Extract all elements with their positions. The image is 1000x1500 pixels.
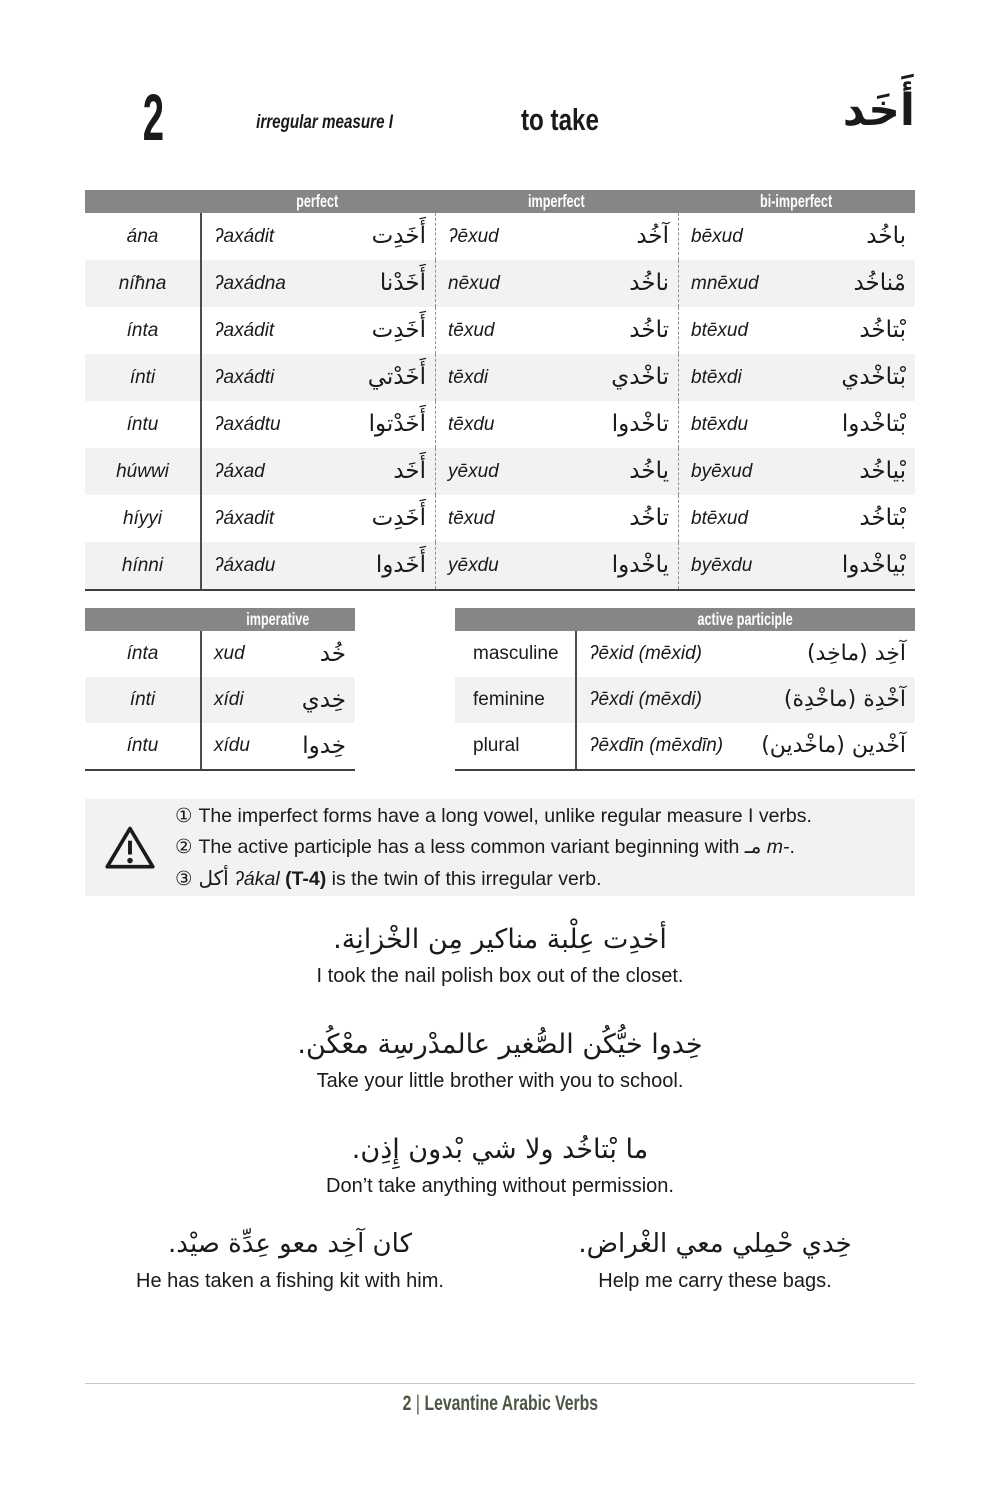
imperative-row xyxy=(85,723,355,769)
conjugation-table-header xyxy=(85,190,915,213)
column-header-imperfect-text: imperfect xyxy=(528,191,585,211)
example-arabic: كان آخِد معو عِدِّة صيْد. xyxy=(168,1229,412,1259)
arabic-form: بْياخْدوا xyxy=(841,552,906,578)
transliteration: xud xyxy=(214,643,245,664)
transliteration: xídu xyxy=(214,735,250,756)
note-segment: . xyxy=(789,836,795,859)
arabic-form: أَخَدِت xyxy=(371,317,426,343)
arabic-form: تاخْدي xyxy=(611,364,669,390)
example-block xyxy=(0,1126,1000,1198)
bi_imperfect-cell xyxy=(678,401,915,448)
arabic-form: آخْدين (ماخْدين) xyxy=(761,733,906,758)
conjugation-row xyxy=(85,307,915,354)
transliteration: ʔaxádit xyxy=(214,225,275,247)
imperfect-cell xyxy=(435,213,678,260)
example-block xyxy=(0,1222,520,1293)
example-arabic: خِدي حْمِلي معي الغْراض. xyxy=(578,1229,852,1259)
participle-row xyxy=(455,631,915,677)
arabic-form: بْتاخْدي xyxy=(841,364,906,390)
pronoun-label: níħna xyxy=(118,272,167,294)
example-english: I took the nail polish box out of the closet. xyxy=(316,965,684,988)
conjugation-row xyxy=(85,354,915,401)
imperative-table-body xyxy=(85,631,355,771)
participle-table-header xyxy=(455,608,915,631)
pronoun-label: húwwi xyxy=(116,460,169,482)
perfect-cell xyxy=(200,354,435,401)
example-english: He has taken a fishing kit with him. xyxy=(136,1269,444,1292)
imperfect-cell xyxy=(435,448,678,495)
footer-divider xyxy=(85,1383,915,1384)
column-header-imperative-text: imperative xyxy=(245,609,310,629)
column-header-bi-imperfect xyxy=(678,190,915,213)
arabic-form: ياخْدوا xyxy=(611,552,669,578)
arabic-form: أَخَدوا xyxy=(375,552,426,578)
imperfect-cell xyxy=(435,307,678,354)
example-english: Don’t take anything without permission. xyxy=(326,1175,674,1198)
arabic-form: أَخَدْتوا xyxy=(368,411,426,437)
arabic-form: خِدي xyxy=(301,686,346,713)
pronoun-label: híyyi xyxy=(122,507,163,529)
arabic-form: تاخْدوا xyxy=(611,411,669,437)
perfect-cell xyxy=(200,542,435,589)
arabic-form: خِدوا xyxy=(302,732,346,759)
participle-row xyxy=(455,723,915,769)
pronoun-label: ínti xyxy=(129,689,156,710)
bi_imperfect-cell xyxy=(678,213,915,260)
note-segment: The imperfect forms have a long vowel, unlike regular measure I verbs. xyxy=(198,805,812,828)
arabic-form: بْتاخْدوا xyxy=(841,411,906,437)
transliteration: btēxud xyxy=(691,507,749,529)
arabic-form: أَخَدِت xyxy=(371,223,426,249)
transliteration: mnēxud xyxy=(691,272,759,294)
note-number: ③ xyxy=(175,867,193,890)
participle-cell xyxy=(575,631,915,677)
pronoun-label: ána xyxy=(126,225,159,247)
transliteration: tēxud xyxy=(448,507,495,529)
pronoun-label: ínta xyxy=(126,319,159,341)
arabic-form: أَخَدِت xyxy=(371,505,426,531)
transliteration: btēxdi xyxy=(691,366,742,388)
measure-label xyxy=(225,112,425,134)
column-header-active-participle xyxy=(575,608,915,631)
verb-meaning xyxy=(465,102,655,138)
note-segment: The active participle has a less common variant beginning with xyxy=(198,836,745,859)
transliteration: byēxdu xyxy=(691,554,753,576)
example-pair-row xyxy=(0,1222,1000,1293)
verb-headword-arabic: أَخَد xyxy=(842,85,915,136)
column-header-bi-imperfect-text: bi-imperfect xyxy=(760,191,833,211)
note-segment: ʔákal xyxy=(234,867,280,890)
arabic-form: بْتاخُد xyxy=(859,505,906,531)
imperfect-cell xyxy=(435,542,678,589)
example-block xyxy=(0,1021,1000,1093)
active-participle-table xyxy=(455,608,915,771)
verb-number-text: 2 xyxy=(142,80,164,154)
conjugation-row xyxy=(85,495,915,542)
transliteration: btēxdu xyxy=(691,413,749,435)
imperative-table-header xyxy=(85,608,355,631)
note-segment: أكل xyxy=(198,865,229,890)
pronoun-label: ínti xyxy=(129,366,156,388)
arabic-form: آخُد xyxy=(636,223,669,249)
transliteration: ʔēxud xyxy=(448,225,499,247)
perfect-cell xyxy=(200,260,435,307)
warning-icon xyxy=(85,825,175,871)
arabic-form: تاخُد xyxy=(629,317,669,343)
conjugation-table-body xyxy=(85,213,915,591)
bi_imperfect-cell xyxy=(678,542,915,589)
gender-label: plural xyxy=(473,735,520,756)
verb-number xyxy=(108,80,198,154)
conjugation-row xyxy=(85,213,915,260)
bi_imperfect-cell xyxy=(678,307,915,354)
arabic-form: أَخَد xyxy=(393,458,426,484)
example-english: Take your little brother with you to school. xyxy=(316,1070,684,1093)
column-header-perfect xyxy=(200,190,435,213)
transliteration: tēxdi xyxy=(448,366,489,388)
footer-title: Levantine Arabic Verbs xyxy=(424,1392,598,1415)
note xyxy=(175,831,903,862)
header-spacer xyxy=(85,608,200,631)
imperfect-cell xyxy=(435,260,678,307)
transliteration: yēxud xyxy=(448,460,499,482)
note-number: ② xyxy=(175,836,193,859)
transliteration: ʔaxádti xyxy=(214,366,275,388)
pronoun-label: íntu xyxy=(126,413,159,435)
imperative-table xyxy=(85,608,355,771)
footer-page-number: 2 xyxy=(402,1392,412,1415)
conjugation-row xyxy=(85,448,915,495)
transliteration: ʔáxadit xyxy=(214,507,275,529)
arabic-form: ياخُد xyxy=(629,458,669,484)
transliteration: ʔaxádna xyxy=(214,272,286,294)
arabic-form: مْناخُد xyxy=(853,270,906,296)
note-number: ① xyxy=(175,805,193,828)
arabic-form: أَخَدْتي xyxy=(367,364,426,390)
transliteration: ʔaxádtu xyxy=(214,413,281,435)
gender-label: feminine xyxy=(473,689,545,710)
participle-table-body xyxy=(455,631,915,771)
arabic-form: آخِد (ماخِد) xyxy=(806,641,906,666)
perfect-cell xyxy=(200,307,435,354)
imperative-row xyxy=(85,631,355,677)
note-segment: (T-4) xyxy=(285,867,327,890)
pronoun-label: hínni xyxy=(121,554,164,576)
bi_imperfect-cell xyxy=(678,448,915,495)
header-spacer xyxy=(455,608,575,631)
pronoun-label: ínta xyxy=(126,643,159,664)
column-header-imperative xyxy=(200,608,355,631)
imperative-row xyxy=(85,677,355,723)
arabic-form: بْياخُد xyxy=(859,458,906,484)
header-spacer xyxy=(85,190,200,213)
arabic-form: بْتاخُد xyxy=(859,317,906,343)
imperative-cell xyxy=(200,723,355,769)
transliteration: yēxdu xyxy=(448,554,499,576)
transliteration: ʔáxad xyxy=(214,460,265,482)
transliteration: ʔēxid (mēxid) xyxy=(589,643,702,664)
column-header-imperfect xyxy=(435,190,678,213)
conjugation-table xyxy=(85,190,915,591)
footer-separator: | xyxy=(415,1392,420,1415)
transliteration: nēxud xyxy=(448,272,500,294)
transliteration: bēxud xyxy=(691,225,743,247)
column-header-active-participle-text: active participle xyxy=(697,609,793,629)
transliteration: byēxud xyxy=(691,460,753,482)
conjugation-row xyxy=(85,260,915,307)
participle-row xyxy=(455,677,915,723)
transliteration: tēxdu xyxy=(448,413,495,435)
measure-label-text: irregular measure I xyxy=(256,112,394,133)
example-arabic: أخدِت عِلْبة مناكير مِن الخْزانِة. xyxy=(333,924,667,955)
verb-meaning-text: to take xyxy=(521,102,599,137)
transliteration: ʔáxadu xyxy=(214,554,276,576)
arabic-form: ناخُد xyxy=(629,270,669,296)
note xyxy=(175,863,903,894)
example-arabic: ما بْتاخُد ولا شي بْدون إِذِن. xyxy=(351,1134,649,1165)
arabic-form: خُد xyxy=(319,640,346,667)
participle-cell xyxy=(575,677,915,723)
arabic-form: أَخَدْنا xyxy=(379,270,426,296)
imperfect-cell xyxy=(435,401,678,448)
notes-box xyxy=(85,799,915,896)
gender-label: masculine xyxy=(473,643,559,664)
bi_imperfect-cell xyxy=(678,260,915,307)
example-block xyxy=(0,916,1000,988)
pronoun-label: íntu xyxy=(126,735,159,756)
note xyxy=(175,801,903,831)
perfect-cell xyxy=(200,495,435,542)
participle-cell xyxy=(575,723,915,769)
transliteration: xídi xyxy=(214,689,244,710)
imperfect-cell xyxy=(435,354,678,401)
perfect-cell xyxy=(200,448,435,495)
note-segment: m- xyxy=(766,836,790,859)
perfect-cell xyxy=(200,213,435,260)
notes-list xyxy=(175,801,915,894)
example-arabic: خِدوا خيُّكُن الصُّغير عالمدْرسِة معْكُن. xyxy=(297,1029,703,1060)
imperative-cell xyxy=(200,677,355,723)
transliteration: ʔaxádit xyxy=(214,319,275,341)
note-segment: مـ xyxy=(744,834,762,859)
transliteration: ʔēxdi (mēxdi) xyxy=(589,689,702,710)
arabic-form: تاخُد xyxy=(629,505,669,531)
conjugation-row xyxy=(85,542,915,589)
transliteration: ʔēxdīn (mēxdīn) xyxy=(589,735,724,756)
page-footer-text xyxy=(402,1392,597,1416)
note-segment: is the twin of this irregular verb. xyxy=(326,867,602,890)
bi_imperfect-cell xyxy=(678,495,915,542)
perfect-cell xyxy=(200,401,435,448)
page-footer xyxy=(0,1392,1000,1416)
example-block xyxy=(520,1222,1000,1293)
arabic-form: باخُد xyxy=(866,223,906,249)
conjugation-row xyxy=(85,401,915,448)
arabic-form: آخْدِة (ماخْدِة) xyxy=(783,687,906,712)
transliteration: tēxud xyxy=(448,319,495,341)
bi_imperfect-cell xyxy=(678,354,915,401)
column-header-perfect-text: perfect xyxy=(296,191,339,211)
imperative-cell xyxy=(200,631,355,677)
transliteration: btēxud xyxy=(691,319,749,341)
imperfect-cell xyxy=(435,495,678,542)
example-english: Help me carry these bags. xyxy=(598,1269,832,1292)
